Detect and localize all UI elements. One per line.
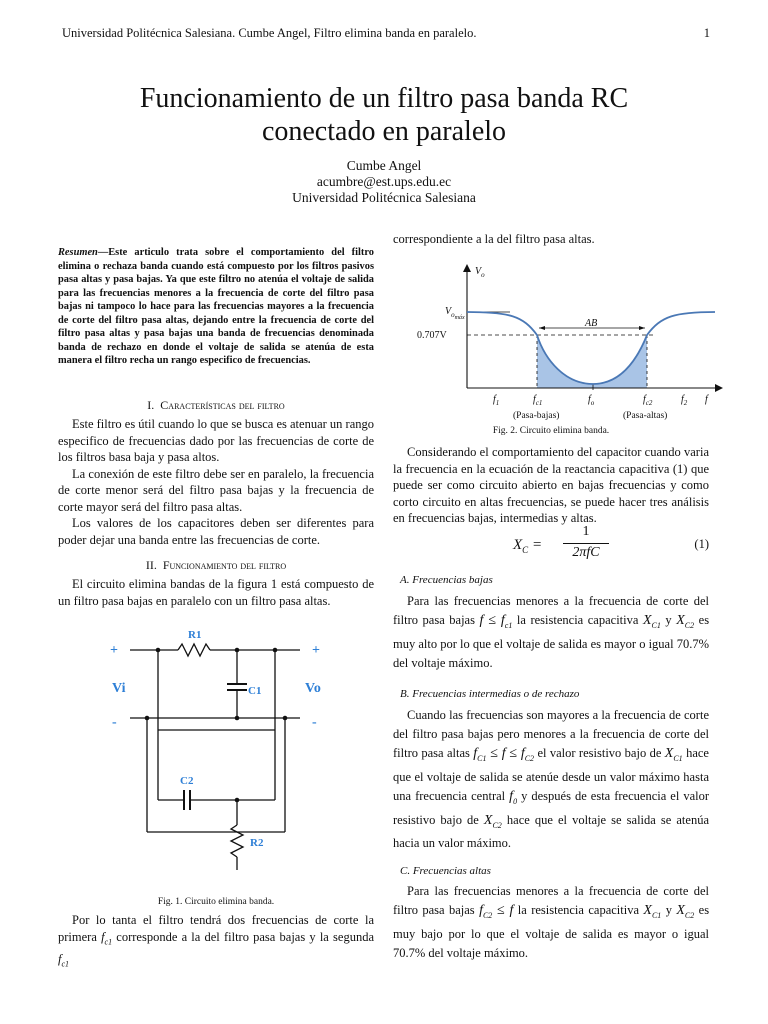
subsection-a-heading: A. Frecuencias bajas (400, 574, 493, 586)
eq-numerator: 1 (582, 524, 590, 539)
math-fc1-a: $f_{c1}$ (101, 929, 113, 946)
section-2-number: II. (145, 558, 157, 572)
b-text-3: hace que el voltaje de salida se atenúe desde un valor máximo hasta una frecuencia central (393, 746, 709, 803)
label-f: f (705, 394, 708, 405)
abstract-label: Resumen (58, 247, 98, 258)
page-number: 1 (703, 26, 710, 40)
label-vo-axis: $V_o$ (475, 266, 485, 279)
subsection-a-body: Para las frecuencias menores a la frecuencia de corte del filtro pasa bajas $f \le f_{c1}$ la resistencia capacitiva $X_{C1}$ y $X_{C2}$ es muy alto por lo que el voltaje de salida es mayor o igual 70.7% del voltaje máximo. (393, 594, 710, 670)
c-y: y (665, 903, 672, 917)
abstract-text: —Este articulo trata sobre el comportamiento del filtro elimina o rechaza banda cuando está compuesto por los filtros pasivos pasa altas y pasa bajas. Ya que este filtro no atenúa el voltaje de salida para las frecuencias menores a la frecuencia de corte del filtro pasa bajas ni tampoco lo hace para las frecuencias mayores a la frecuencia de corte del filtro pasa altas, dejando entre la frecuencia de corte del filtro pasa altas y pasa bajas una banda de frecuencias denominada banda de rechazo en donde el voltaje de salida se atenúa de esta manera el filtro recha un rango especifico de frecuencias. (58, 247, 374, 366)
running-header: Universidad Politécnica Salesiana. Cumbe Angel, Filtro elimina banda en paralelo. (62, 26, 477, 40)
section-2-paragraph-1: El circuito elimina bandas de la figura 1 está compuesto de un filtro pasa bajas en paralelo con un filtro pasa altas. (58, 577, 374, 608)
section-1-paragraph-1: Este filtro es útil cuando lo que se busca es atenuar un rango especifico de frecuencias dado por las frecuencias de corte de los filtros basa baja y pasa altos. (58, 417, 374, 464)
label-vi: Vi (112, 681, 126, 696)
equation-1 (393, 525, 709, 565)
subsection-b-body: Cuando las frecuencias son mayores a la frecuencia de corte del filtro pasa bajas pero menores a la frecuencia de corte del filtro pasa altas $f_{C1} \le f \le f_{C2}$ el valor resistivo bajo de $X_{C1}$ hace que el voltaje de salida se atenúe desde un valor máximo hasta una frecuencia central $f_0$ y después de esta frecuencia el valor resistivo bajo de $X_{C2}$ hace que el voltaje se salida se atenúa hacia un valor máximo. (393, 708, 710, 851)
eq-lhs: $X_C$ = (513, 537, 543, 555)
c-text-3: es muy bajo por lo que el voltaje de salida es mayor o igual 70.7% del voltaje máximo. (393, 903, 710, 960)
section-1-paragraph-3: Los valores de los capacitores deben ser diferentes para poder dejar una banda entre las frecuencias de corte. (58, 516, 374, 547)
eq-denominator: 2πfC (572, 545, 600, 560)
p2-continuation: correspondiente a la del filtro pasa altas. (393, 232, 595, 246)
eq-label: (1) (694, 537, 709, 551)
label-v707: 0.707V (417, 330, 447, 341)
section-1-body (58, 416, 374, 548)
subsection-c-heading: C. Frecuencias altas (400, 865, 491, 877)
right-paragraph-1 (393, 444, 709, 527)
c-text-1: Para las frecuencias menores a la frecuencia de corte del filtro pasa bajas (393, 884, 709, 917)
author-name: Cumbe Angel (346, 158, 422, 173)
title-line-2: conectado en paralelo (261, 116, 507, 147)
label-vmax: $V_{omáx}$ (445, 306, 465, 321)
label-r1: R1 (188, 629, 202, 641)
label-ab: AB (585, 318, 598, 329)
subsection-c-body: Para las frecuencias menores a la frecuencia de corte del filtro pasa bajas $f_{C2} \le f$ la resistencia capacitiva $X_{C1}$ y $X_{C2}$ es muy bajo por lo que el voltaje de salida es mayor o igual 70.7% del voltaje máximo. (393, 884, 710, 960)
section-1-paragraph-2: La conexión de este filtro debe ser en paralelo, la frecuencia de corte menor será del filtro pasa bajas y la frecuencia de corte mayor será del filtro pasa altas. (58, 466, 374, 514)
label-vo: Vo (305, 681, 321, 696)
reject-band-fill (537, 335, 647, 388)
label-fc1: $f_{c1}$ (533, 394, 543, 407)
b-text-1: Cuando las frecuencias son mayores a la frecuencia de corte del filtro pasa bajas pero menores a la frecuencia de corte del filtro pasa altas (393, 708, 709, 760)
label-fc2: $f_{c2}$ (643, 394, 653, 407)
label-c1: C1 (248, 685, 262, 697)
label-f1: $f_1$ (493, 394, 500, 407)
label-r2: R2 (250, 837, 264, 849)
paper-title (0, 82, 768, 148)
figure-1-caption: Fig. 1. Circuito elimina banda. (157, 897, 275, 907)
label-minus-left: - (112, 715, 117, 730)
figure-2-plot (415, 260, 725, 425)
a-text-2: la resistencia capacitiva (516, 613, 639, 627)
right-p1-text: Considerando el comportamiento del capacitor cuando varia la frecuencia en la ecuación de la reactancia capacitiva (1) que puede ser como circuito abierto en bajas frecuencias y como corto circuito en altas frecuencias, se puede hacer tres análisis en frecuencias bajas, intermedias y altas. (393, 445, 709, 525)
b-text-2: el valor resistivo bajo de (537, 746, 662, 760)
figure-2-caption: Fig. 2. Circuito elimina banda. (492, 426, 610, 436)
p2-part-b: corresponde a la del filtro pasa bajas y la segunda (116, 929, 375, 944)
p2-part-a: Por lo tanta el filtro tendrá dos frecuencias de corte la primera (58, 913, 374, 944)
section-2-body (58, 576, 374, 609)
label-fo: $f_o$ (588, 394, 595, 407)
section-1-number: I. (147, 398, 155, 412)
label-pasa-bajas: (Pasa-bajas) (513, 411, 560, 421)
label-f2: $f_2$ (681, 394, 688, 407)
resistor-r1-symbol (178, 644, 210, 656)
figure-1-circuit (100, 620, 340, 885)
label-plus-right: + (312, 643, 320, 658)
section-2-paragraph-2 (58, 912, 374, 973)
section-1-heading (58, 398, 374, 413)
title-line-1: Funcionamiento de un filtro pasa banda RC (139, 83, 629, 114)
author-affiliation: Universidad Politécnica Salesiana (292, 190, 476, 205)
label-plus-left: + (110, 643, 118, 658)
b-text-4: y después de esta frecuencia el valor resistivo bajo de (393, 788, 710, 827)
label-minus-right: - (312, 715, 317, 730)
a-text-3: es muy alto por lo que el voltaje de salida es mayor o igual 70.7% del voltaje máximo. (393, 613, 710, 670)
subsection-b-heading: B. Frecuencias intermedias o de rechazo (400, 688, 580, 700)
section-2-title: Funcionamiento del filtro (162, 558, 287, 572)
label-pasa-altas: (Pasa-altas) (623, 411, 668, 421)
c-text-2: la resistencia capacitiva (517, 903, 640, 917)
section-2-heading (58, 558, 374, 573)
a-text-1: Para las frecuencias menores a la frecuencia de corte del filtro pasa bajas (393, 594, 709, 627)
math-fc1-b: $f_{c1}$ (58, 951, 70, 968)
b-text-5: hace que el voltaje se salida se atenúa hacia un valor máximo. (393, 812, 709, 851)
section-1-title: Características del filtro (160, 398, 285, 412)
a-y: y (665, 613, 672, 627)
author-email: acumbre@est.ups.edu.ec (316, 174, 452, 189)
label-c2: C2 (180, 775, 194, 787)
abstract (58, 246, 374, 368)
resistor-r2-symbol (231, 825, 243, 857)
